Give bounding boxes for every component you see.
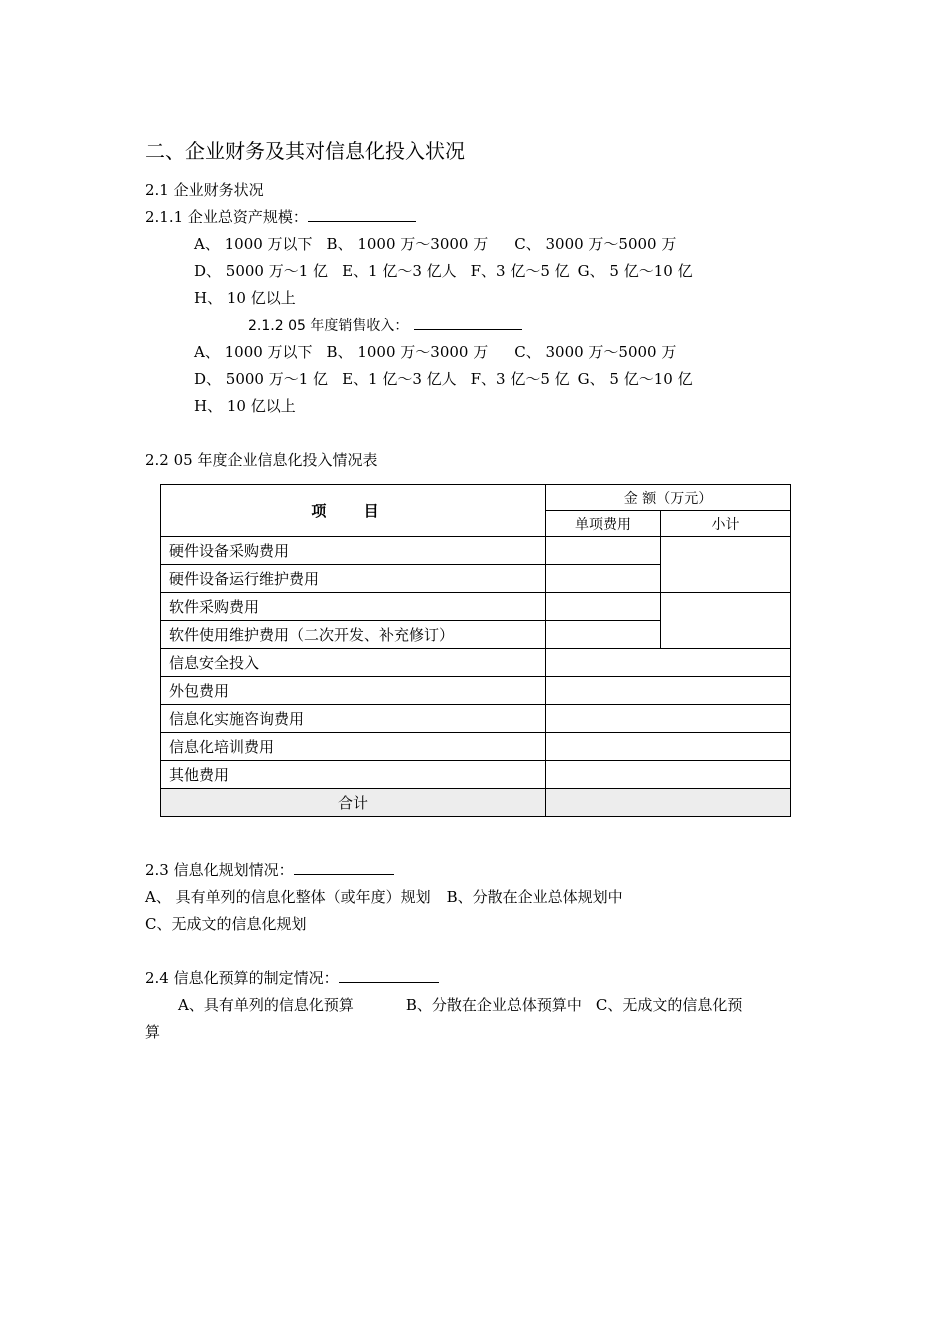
section-title: 二、企业财务及其对信息化投入状况 xyxy=(145,139,465,163)
options-row xyxy=(194,369,707,389)
column-header-subtotal: 小计 xyxy=(661,511,791,537)
single-cost-cell[interactable] xyxy=(546,565,661,593)
table-row-label: 其他费用 xyxy=(161,761,546,789)
option-c-continued: 算 xyxy=(145,1023,161,1041)
question-2-4 xyxy=(145,968,439,988)
question-2-3-label: 2.3 信息化规划情况： xyxy=(145,861,294,879)
option-a: A、 具有单列的信息化整体（或年度）规划 xyxy=(145,888,431,906)
option-a: A、具有单列的信息化预算 xyxy=(178,996,354,1014)
option-c: C、无成文的信息化预 xyxy=(595,996,743,1014)
amount-cell[interactable] xyxy=(546,705,791,733)
table-row-label: 软件采购费用 xyxy=(161,593,546,621)
single-cost-cell[interactable] xyxy=(546,537,661,565)
answer-blank-2-4[interactable] xyxy=(339,968,439,983)
table-row-label: 软件使用维护费用（二次开发、补充修订） xyxy=(161,621,546,649)
question-2-1-2-label: 2.1.2 05 年度销售收入： xyxy=(248,318,409,334)
table-row-label: 外包费用 xyxy=(161,677,546,705)
question-2-1-2 xyxy=(248,315,522,336)
question-2-1-1 xyxy=(145,207,416,227)
option-a: A、 1000 万以下 xyxy=(194,235,313,253)
option-h: H、 10 亿以上 xyxy=(194,397,296,415)
total-row-label: 合计 xyxy=(161,789,546,817)
answer-blank-2-1-1[interactable] xyxy=(308,207,416,222)
option-b: B、 1000 万～3000 万 xyxy=(326,343,489,361)
amount-cell[interactable] xyxy=(546,761,791,789)
column-header-item: 项 目 xyxy=(161,485,546,537)
subtotal-cell-software[interactable] xyxy=(661,593,791,649)
column-header-amount: 金 额（万元） xyxy=(546,485,791,511)
option-b: B、 1000 万～3000 万 xyxy=(326,235,489,253)
option-d: D、 5000 万～1 亿 xyxy=(194,370,329,388)
single-cost-cell[interactable] xyxy=(546,593,661,621)
subsection-2-2-title: 2.2 05 年度企业信息化投入情况表 xyxy=(145,451,378,469)
option-f: F、3 亿～5 亿 xyxy=(470,370,570,388)
option-h: H、 10 亿以上 xyxy=(194,289,296,307)
options-row xyxy=(194,261,707,281)
option-g: G、 5 亿～10 亿 xyxy=(577,370,693,388)
options-row xyxy=(194,234,690,254)
option-b: B、分散在企业总体规划中 xyxy=(446,888,623,906)
question-2-3 xyxy=(145,860,394,880)
table-row-label: 信息安全投入 xyxy=(161,649,546,677)
table-row-label: 硬件设备运行维护费用 xyxy=(161,565,546,593)
single-cost-cell[interactable] xyxy=(546,621,661,649)
answer-blank-2-1-2[interactable] xyxy=(414,315,522,330)
option-d: D、 5000 万～1 亿 xyxy=(194,262,329,280)
total-amount-cell[interactable] xyxy=(546,789,791,817)
option-b: B、分散在企业总体预算中 xyxy=(405,996,582,1014)
option-c: C、 3000 万～5000 万 xyxy=(514,343,677,361)
column-header-single-cost: 单项费用 xyxy=(546,511,661,537)
options-row xyxy=(194,396,310,416)
option-c: C、无成文的信息化规划 xyxy=(145,915,307,933)
option-e: E、1 亿～3 亿人 xyxy=(342,370,457,388)
investment-table xyxy=(160,484,791,817)
option-c: C、 3000 万～5000 万 xyxy=(514,235,677,253)
table-row-label: 信息化培训费用 xyxy=(161,733,546,761)
subtotal-cell-hardware[interactable] xyxy=(661,537,791,593)
options-row xyxy=(194,342,690,362)
question-2-4-label: 2.4 信息化预算的制定情况： xyxy=(145,969,339,987)
option-a: A、 1000 万以下 xyxy=(194,343,313,361)
amount-cell[interactable] xyxy=(546,733,791,761)
amount-cell[interactable] xyxy=(546,677,791,705)
answer-blank-2-3[interactable] xyxy=(294,860,394,875)
options-row xyxy=(145,887,637,907)
subsection-2-1-title: 2.1 企业财务状况 xyxy=(145,181,264,199)
question-2-1-1-label: 2.1.1 企业总资产规模： xyxy=(145,208,308,226)
amount-cell[interactable] xyxy=(546,649,791,677)
option-g: G、 5 亿～10 亿 xyxy=(577,262,693,280)
options-row xyxy=(178,995,742,1015)
option-e: E、1 亿～3 亿人 xyxy=(342,262,457,280)
options-row xyxy=(194,288,310,308)
table-row-label: 硬件设备采购费用 xyxy=(161,537,546,565)
option-f: F、3 亿～5 亿 xyxy=(470,262,570,280)
table-row-label: 信息化实施咨询费用 xyxy=(161,705,546,733)
